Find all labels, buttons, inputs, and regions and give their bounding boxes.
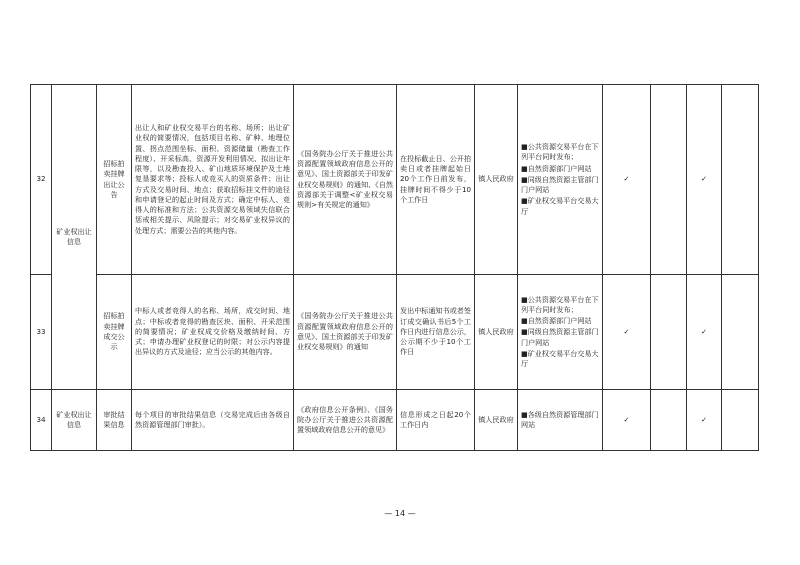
subitem-cell: 招标拍卖挂牌成交公示 [97, 275, 132, 390]
time-cell: 发出中标通知书或者签订成交确认书后5个工作日内进行信息公示，公示期不少于10个工作日 [397, 275, 475, 390]
check-mark-icon: ✓ [603, 85, 651, 275]
empty-cell [651, 85, 687, 275]
subject-cell: 镇人民政府 [475, 85, 518, 275]
category-cell: 矿业权出让信息 [52, 390, 97, 451]
bullet-icon: ■ [521, 174, 528, 184]
table-row [31, 390, 759, 451]
bullet-icon: ■ [521, 409, 528, 419]
subitem-cell: 招标拍卖挂牌出让公告 [97, 85, 132, 275]
channel-cell: ■各级自然资源管理部门网站 [518, 390, 603, 451]
bullet-icon: ■ [521, 327, 528, 337]
category-cell: 矿业权出让信息 [52, 85, 97, 390]
basis-cell: 《国务院办公厅关于推进公共资源配置领域政府信息公开的意见》、国土资源部关于印发矿业权交易规则》的通知、《自然资源部关于调整<矿业权交易规则>有关规定的通知》 [294, 85, 397, 275]
check-mark-icon: ✓ [603, 275, 651, 390]
content-cell: 中标人或者竞得人的名称、场所，成交时间、地点；中标或者竞得的勘查区块、面积、开采范围的简要情况；矿业权成交价格及缴纳时间、方式；申请办理矿业权登记的时限；对公示内容提出异议的方式及途径；应当公示的其他内容。 [132, 275, 294, 390]
table-row [31, 275, 759, 390]
basis-cell: 《政府信息公开条例》、《国务院办公厅关于推进公共资源配置领域政府信息公开的意见》 [294, 390, 397, 451]
bullet-icon: ■ [521, 163, 528, 173]
subject-cell: 镇人民政府 [475, 275, 518, 390]
bullet-icon: ■ [521, 348, 528, 358]
content-cell: 每个项目的审批结果信息（交易完成后由各级自然资源管理部门审批）。 [132, 390, 294, 451]
content-cell: 出让人和矿业权交易平台的名称、场所；出让矿业权的简要情况，包括项目名称、矿种、地理位置、拐点范围坐标、面积、资源储量（勘查工作程度）、开采标高、资源开发利用情况、拟出让年限等，以及勘查投入、矿山地质环境保护及土地复垦要求等；投标人或竞买人的资质条件；出让方式及交易时间、地点；获取招标挂文件的途径和申请登记的起止时间及方式；确定中标人、竞得人的标准和方法；公共资源交易领域失信联合惩戒相关提示、风险提示；对交易矿业权异议的处理方式；需要公告的其他内容。 [132, 85, 294, 275]
check-mark-icon: ✓ [687, 85, 722, 275]
bullet-icon: ■ [521, 316, 528, 326]
check-mark-icon: ✓ [603, 390, 651, 451]
subitem-cell: 审批结果信息 [97, 390, 132, 451]
subject-cell: 镇人民政府 [475, 390, 518, 451]
disclosure-table [30, 84, 759, 451]
time-cell: 信息形成之日起20个工作日内 [397, 390, 475, 451]
basis-cell: 《国务院办公厅关于推进公共资源配置领域政府信息公开的意见》、国土资源部关于印发矿业权交易规则》的通知 [294, 275, 397, 390]
check-mark-icon: ✓ [687, 390, 722, 451]
empty-cell [651, 390, 687, 451]
row-number: 33 [31, 275, 52, 390]
time-cell: 在投标截止日、公开拍卖日或者挂牌起始日20个工作日前发布，挂牌时间不得少于10个工作日 [397, 85, 475, 275]
empty-cell [651, 275, 687, 390]
row-number: 34 [31, 390, 52, 451]
bullet-icon: ■ [521, 196, 528, 206]
page-number: — 14 — [384, 509, 416, 518]
bullet-icon: ■ [521, 142, 528, 152]
channel-cell: ■公共资源交易平台在下列平台同时发布； ■自然资源部门户网站 ■同级自然资源主管部门门户网站 ■矿业权交易平台交易大厅 [518, 275, 603, 390]
empty-cell [722, 85, 759, 275]
channel-cell: ■公共资源交易平台在下列平台同时发布； ■自然资源部门户网站 ■同级自然资源主管部门门户网站 ■矿业权交易平台交易大厅 [518, 85, 603, 275]
row-number: 32 [31, 85, 52, 275]
empty-cell [722, 275, 759, 390]
bullet-icon: ■ [521, 294, 528, 304]
check-mark-icon: ✓ [687, 275, 722, 390]
empty-cell [722, 390, 759, 451]
table-row [31, 85, 759, 275]
